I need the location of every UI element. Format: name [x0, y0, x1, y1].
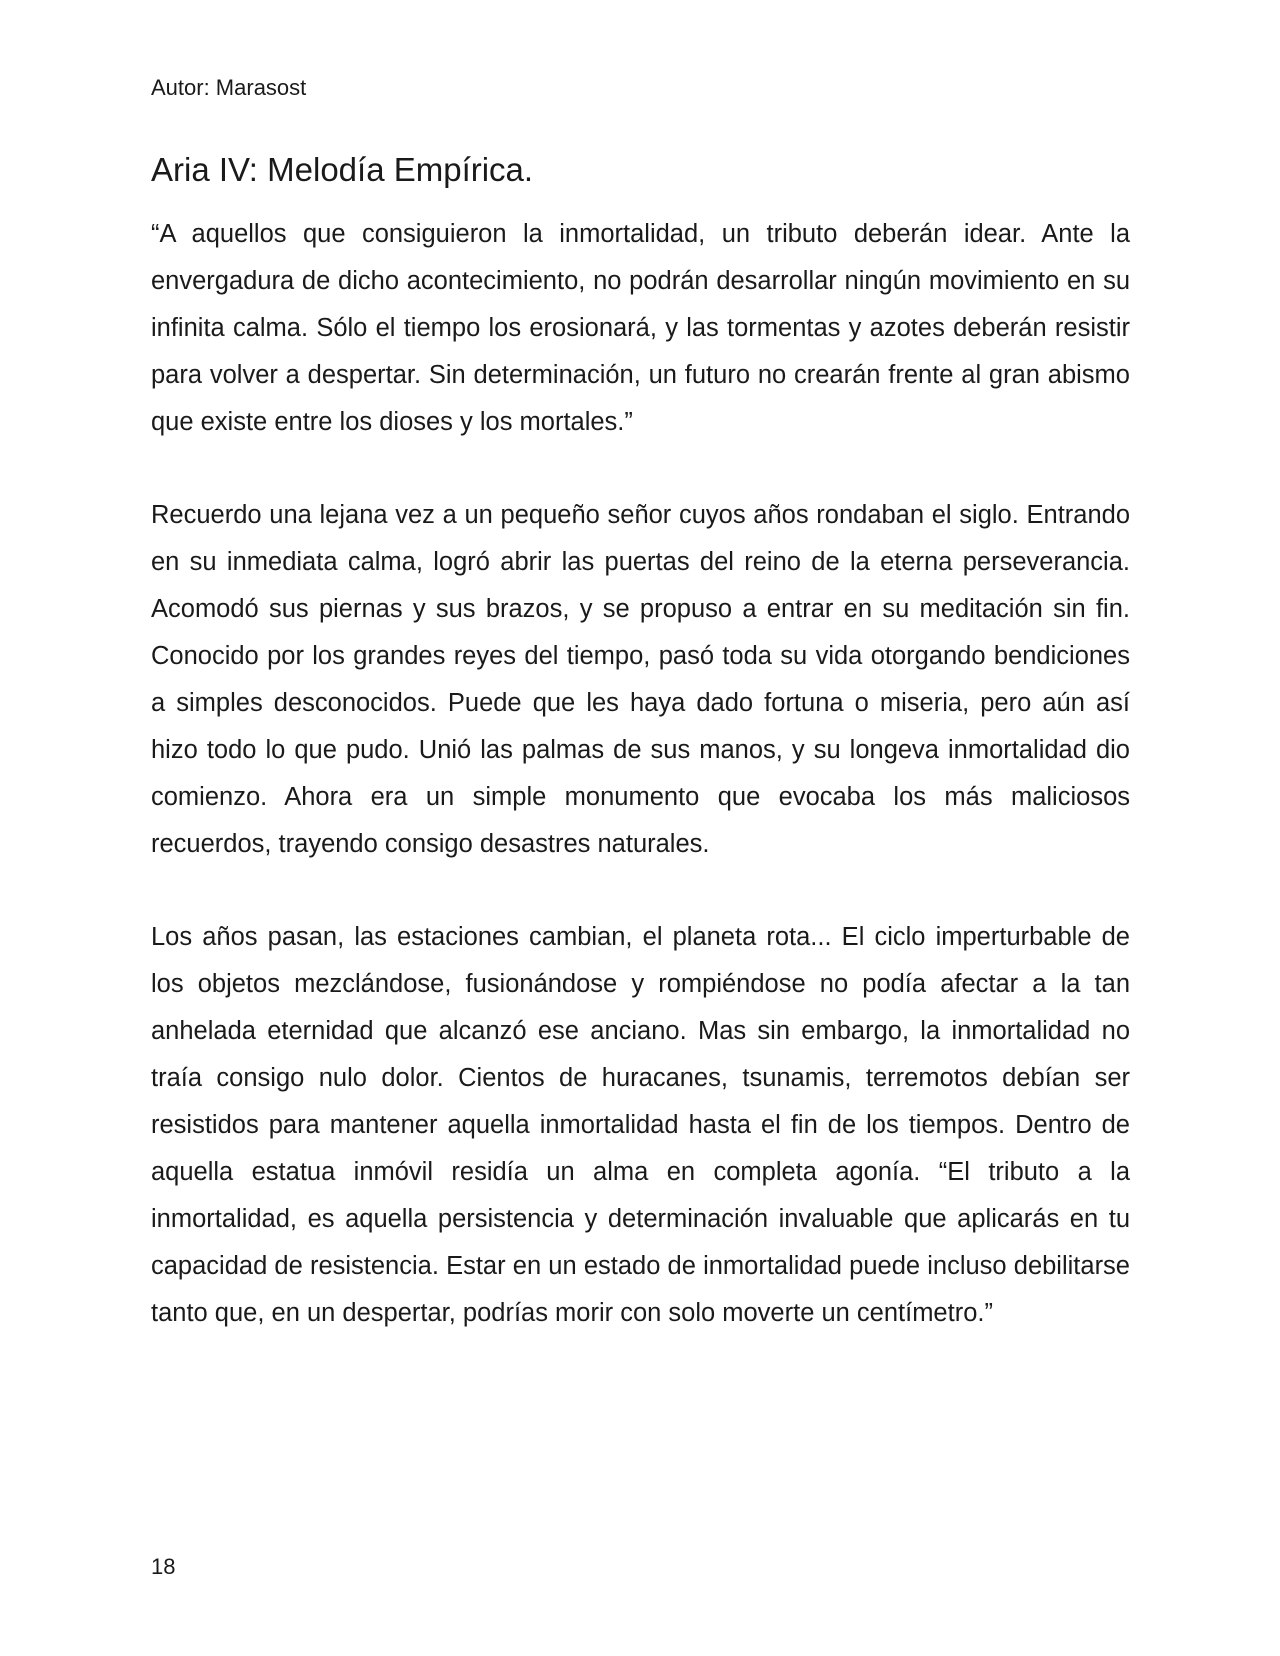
paragraph-memory: Recuerdo una lejana vez a un pequeño señor cuyos años rondaban el siglo. Entrando en su inmediata calma, logró abrir las puertas del reino de la eterna perseverancia. Acomodó sus piernas y sus brazos, y se propuso a entrar en su meditación sin fin. Conocido por los grandes reyes del tiempo, pasó toda su vida otorgando bendiciones a simples desconocidos. Puede que les haya dado fortuna o miseria, pero aún así hizo todo lo que pudo. Unió las palmas de sus manos, y su longeva inmortalidad dio comienzo. Ahora era un simple monumento que evocaba los más maliciosos recuerdos, trayendo consigo desastres naturales. [151, 501, 1130, 858]
paragraph-quote: “A aquellos que consiguieron la inmortalidad, un tributo deberán idear. Ante la envergadura de dicho acontecimiento, no podrán desarrollar ningún movimiento en su infinita calma. Sólo el tiempo los erosionará, y las tormentas y azotes deberán resistir para volver a despertar. Sin determinación, un futuro no crearán frente al gran abismo que existe entre los dioses y los mortales.” [151, 220, 1130, 436]
paragraph-years: Los años pasan, las estaciones cambian, el planeta rota... El ciclo imperturbable de los objetos mezclándose, fusionándose y rompiéndose no podía afectar a la tan anhelada eternidad que alcanzó ese anciano. Mas sin embargo, la inmortalidad no traía consigo nulo dolor. Cientos de huracanes, tsunamis, terremotos debían ser resistidos para mantener aquella inmortalidad hasta el fin de los tiempos. Dentro de aquella estatua inmóvil residía un alma en completa agonía. “El tributo a la inmortalidad, es aquella persistencia y determinación invaluable que aplicarás en tu capacidad de resistencia. Estar en un estado de inmortalidad puede incluso debilitarse tanto que, en un despertar, podrías morir con solo moverte un centímetro.” [151, 923, 1130, 1327]
page-number: 18 [151, 1554, 176, 1579]
author-header: Autor: Marasost [151, 75, 307, 100]
chapter-title: Aria IV: Melodía Empírica. [151, 151, 534, 188]
chapter-body [151, 211, 1130, 1383]
